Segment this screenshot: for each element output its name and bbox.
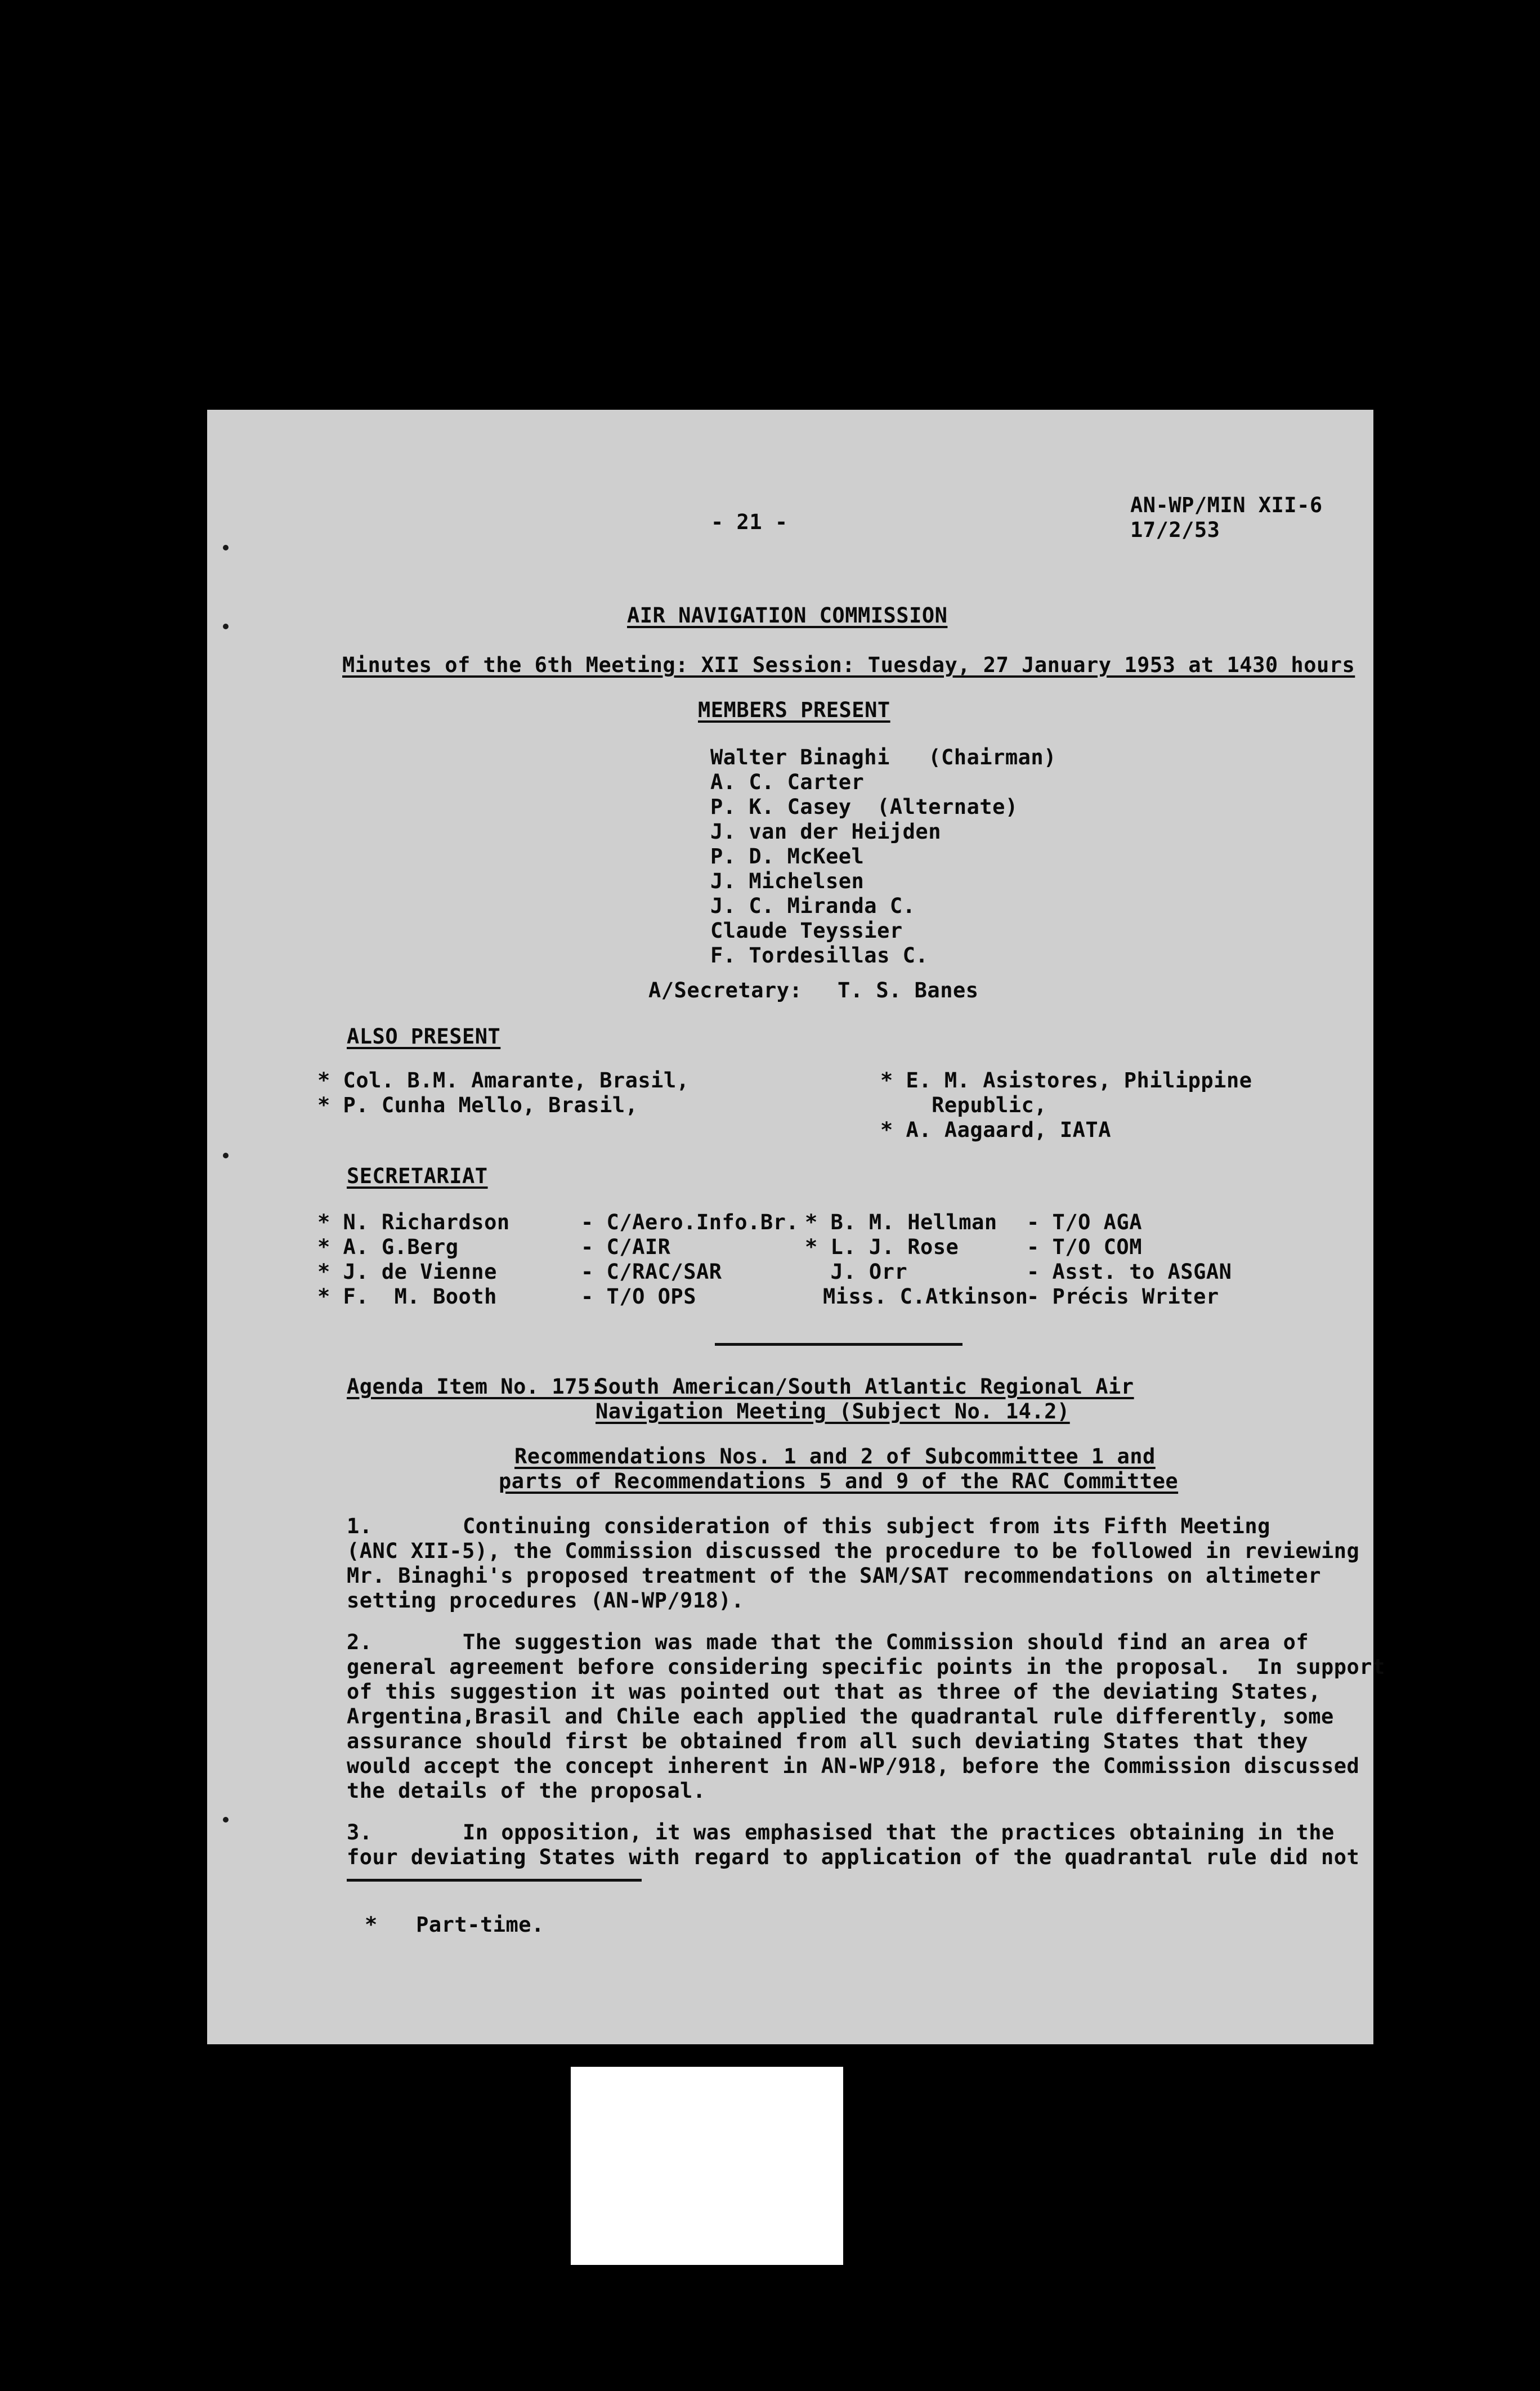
paragraph-line: Continuing consideration of this subject from its Fifth Meeting [463,1514,1270,1538]
secretariat-heading: SECRETARIAT [347,1164,488,1188]
member-name: J. Michelsen [710,869,865,893]
paragraph-number: 1. [347,1514,373,1538]
paragraph-line: (ANC XII-5), the Commission discussed the procedure to be followed in reviewing [347,1539,1360,1563]
recommendations-heading: parts of Recommendations 5 and 9 of the RAC Committee [499,1469,1179,1493]
member-name: Walter Binaghi (Chairman) [710,745,1056,769]
document-date: 17/2/53 [1130,518,1220,542]
member-name: Claude Teyssier [710,919,903,943]
margin-mark [223,545,229,550]
also-present-entry: * E. M. Asistores, Philippine [880,1068,1252,1092]
margin-mark [223,624,229,629]
document-page [207,410,1385,2044]
document-reference: AN-WP/MIN XII-6 [1130,493,1323,517]
document-title: AIR NAVIGATION COMMISSION [627,603,948,628]
secretariat-role: - C/AIR [581,1235,671,1259]
secretariat-role: - T/O COM [1027,1235,1142,1259]
paragraph-line: would accept the concept inherent in AN-WP/918, before the Commission discussed [347,1754,1360,1778]
meeting-subtitle: Minutes of the 6th Meeting: XII Session: Tuesday, 27 January 1953 at 1430 hours [342,653,1355,677]
paragraph-line: of this suggestion it was pointed out that as three of the deviating States, [347,1680,1321,1704]
member-name: A. C. Carter [710,770,865,794]
also-present-entry: Republic, [880,1093,1047,1117]
secretariat-name: * J. de Vienne [317,1260,497,1284]
agenda-item-title: Navigation Meeting (Subject No. 14.2) [596,1399,1070,1423]
secretariat-role: - C/Aero.Info.Br. [581,1210,799,1234]
secretariat-role: - Précis Writer [1027,1284,1219,1309]
also-present-entry: * A. Aagaard, IATA [880,1118,1111,1142]
paragraph-line: Argentina,Brasil and Chile each applied the quadrantal rule differently, some [347,1704,1334,1729]
footnote: * Part-time. [365,1913,544,1937]
secretariat-name: Miss. C.Atkinson [823,1284,1028,1309]
secretariat-role: - T/O OPS [581,1284,696,1309]
member-name: P. K. Casey (Alternate) [710,795,1018,819]
member-name: J. van der Heijden [710,820,941,844]
secretariat-role: - Asst. to ASGAN [1027,1260,1232,1284]
page-number: - 21 - [711,510,788,534]
recommendations-heading: Recommendations Nos. 1 and 2 of Subcommittee 1 and [514,1444,1156,1468]
blank-slip [571,2067,843,2265]
paragraph-line: The suggestion was made that the Commission should find an area of [463,1630,1309,1654]
also-present-heading: ALSO PRESENT [347,1024,501,1049]
secretariat-name: * A. G.Berg [317,1235,459,1259]
secretariat-name: * L. J. Rose [805,1235,959,1259]
secretary-name: T. S. Banes [838,978,979,1002]
paragraph-line: setting procedures (AN-WP/918). [347,1588,745,1613]
member-name: F. Tordesillas C. [710,943,929,968]
secretariat-role: - C/RAC/SAR [581,1260,722,1284]
agenda-item-label: Agenda Item No. 175: [347,1374,603,1399]
secretariat-name: * N. Richardson [317,1210,510,1234]
secretary-label: A/Secretary: [648,978,803,1002]
members-heading: MEMBERS PRESENT [698,698,890,722]
margin-mark [223,1817,229,1823]
secretariat-name: * F. M. Booth [317,1284,497,1309]
paragraph-number: 3. [347,1820,373,1844]
member-name: P. D. McKeel [710,844,865,868]
also-present-entry: * Col. B.M. Amarante, Brasil, [317,1068,690,1092]
paragraph-line: four deviating States with regard to application of the quadrantal rule did not [347,1845,1360,1869]
paragraph-line: In opposition, it was emphasised that the practices obtaining in the [463,1820,1335,1844]
margin-mark [223,1153,229,1158]
secretariat-role: - T/O AGA [1027,1210,1142,1234]
paragraph-number: 2. [347,1630,373,1654]
also-present-entry: * P. Cunha Mello, Brasil, [317,1093,638,1117]
paragraph-line: the details of the proposal. [347,1779,706,1803]
secretariat-name: J. Orr [805,1260,908,1284]
agenda-item-title: South American/South Atlantic Regional Air [596,1374,1134,1399]
member-name: J. C. Miranda C. [710,894,916,918]
paragraph-line: assurance should first be obtained from all such deviating States that they [347,1729,1309,1753]
section-divider [715,1343,962,1346]
paragraph-line: general agreement before considering specific points in the proposal. In support [347,1655,1385,1679]
footnote-rule [347,1879,642,1882]
paragraph-line: Mr. Binaghi's proposed treatment of the SAM/SAT recommendations on altimeter [347,1564,1321,1588]
secretariat-name: * B. M. Hellman [805,1210,997,1234]
